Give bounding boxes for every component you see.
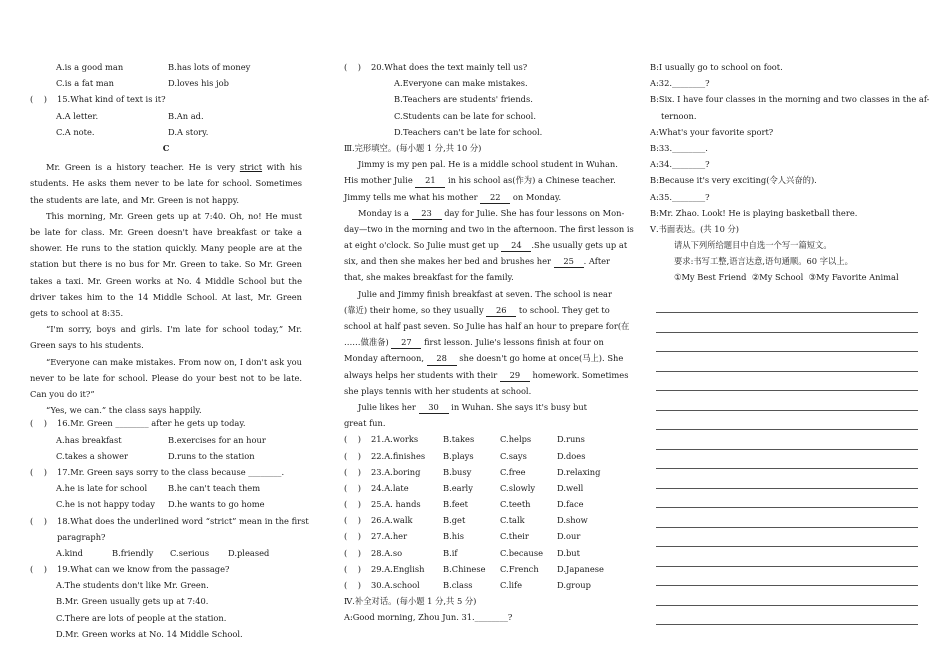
writing-line[interactable] bbox=[656, 332, 918, 333]
cloze-option-n: 26.A.walk bbox=[371, 515, 413, 526]
q15-option-b: B.An ad. bbox=[168, 110, 204, 121]
dialog-line: A:What's your favorite sport? bbox=[650, 126, 774, 137]
cloze-option-c: C.life bbox=[500, 580, 522, 590]
writing-line[interactable] bbox=[656, 371, 918, 372]
q20-option-d: D.Teachers can't be late for school. bbox=[394, 126, 543, 137]
cloze-option-c: C.slowly bbox=[500, 482, 536, 493]
cloze-option-b: B.get bbox=[443, 515, 466, 526]
question-text: 17.Mr. Green says sorry to the class because ________. bbox=[57, 466, 285, 477]
cloze-option-b: B.takes bbox=[443, 434, 475, 445]
writing-line[interactable] bbox=[656, 390, 918, 391]
q14-options-ab bbox=[30, 62, 302, 78]
writing-line[interactable] bbox=[656, 449, 918, 450]
writing-line[interactable] bbox=[656, 507, 918, 508]
cloze-option-b: B.plays bbox=[443, 450, 474, 461]
writing-line[interactable] bbox=[656, 546, 918, 547]
q20-option-b: B.Teachers are students' friends. bbox=[394, 94, 533, 105]
writing-line[interactable] bbox=[656, 488, 918, 489]
cloze-line bbox=[344, 175, 616, 191]
cloze-option-n: 24.A.late bbox=[371, 482, 409, 493]
cloze-text: she doesn't go home at once(马上). She bbox=[459, 353, 624, 364]
writing-instruction: 请从下列所给题目中自选一个写一篇短文。 bbox=[674, 240, 832, 251]
q17-options-cd bbox=[30, 499, 302, 515]
writing-line[interactable] bbox=[656, 605, 918, 606]
question-text: 16.Mr. Green ________ after he gets up today. bbox=[57, 418, 246, 429]
passage-paragraph-5: “Yes, we can.” the class says happily. bbox=[46, 405, 202, 416]
answer-paren[interactable]: ( ) bbox=[344, 482, 362, 493]
q19-stem bbox=[30, 564, 302, 580]
q19-option-d: D.Mr. Green works at No. 14 Middle School. bbox=[56, 628, 243, 639]
answer-paren[interactable]: ( ) bbox=[344, 450, 362, 461]
writing-line[interactable] bbox=[656, 312, 918, 313]
cloze-line bbox=[344, 192, 616, 208]
q16-options-cd bbox=[30, 451, 302, 467]
q16-option-d: D.runs to the station bbox=[168, 450, 255, 461]
q17-option-c: C.he is not happy today bbox=[56, 499, 155, 510]
cloze-option-b: B.class bbox=[443, 580, 473, 590]
q15-options-ab bbox=[30, 111, 302, 127]
cloze-option-d: D.relaxing bbox=[557, 466, 601, 477]
cloze-line bbox=[344, 402, 616, 418]
cloze-text: in Wuhan. She says it's busy but bbox=[451, 401, 588, 412]
cloze-option-d: D.but bbox=[557, 547, 580, 558]
cloze-text: on Monday. bbox=[512, 191, 562, 202]
q16-option-a: A.has breakfast bbox=[56, 434, 122, 445]
q18-option-d: D.pleased bbox=[228, 547, 270, 558]
cloze-line bbox=[344, 240, 628, 256]
cloze-option-c: C.says bbox=[500, 450, 527, 461]
dialog-line: B:Six. I have four classes in the morning and two classes in the af- bbox=[650, 94, 930, 105]
cloze-option-row bbox=[344, 531, 616, 547]
cloze-option-row bbox=[344, 451, 616, 467]
q18-stem-cont: paragraph? bbox=[57, 531, 106, 542]
cloze-line bbox=[344, 256, 616, 272]
answer-paren[interactable]: ( ) bbox=[30, 564, 48, 575]
q14-option-b: B.has lots of money bbox=[168, 62, 251, 72]
cloze-option-c: C.because bbox=[500, 547, 544, 558]
cloze-text: His mother Julie bbox=[344, 175, 413, 186]
cloze-text: always helps her students with their bbox=[344, 369, 498, 380]
cloze-option-b: B.busy bbox=[443, 466, 472, 477]
writing-line[interactable] bbox=[656, 410, 918, 411]
passage-paragraph-4: “Everyone can make mistakes. From now on, I don't ask you never to be late for school. Please do your best not to be late. Can you do it?” bbox=[30, 356, 302, 399]
q16-options-ab bbox=[30, 435, 302, 451]
cloze-option-c: C.helps bbox=[500, 434, 532, 445]
answer-paren[interactable]: ( ) bbox=[344, 531, 362, 542]
q15-option-a: A.A letter. bbox=[56, 110, 99, 121]
q16-option-b: B.exercises for an hour bbox=[168, 434, 266, 445]
q18-option-b: B.friendly bbox=[112, 547, 154, 558]
cloze-option-d: D.show bbox=[557, 515, 588, 526]
cloze-blank-26[interactable]: 26 bbox=[486, 305, 516, 317]
q17-options-ab bbox=[30, 483, 302, 499]
writing-topics: ①My Best Friend ②My School ③My Favorite Animal bbox=[674, 272, 899, 283]
q17-option-b: B.he can't teach them bbox=[168, 483, 261, 494]
cloze-line bbox=[344, 337, 616, 353]
cloze-line: school at half past seven. So Julie has half an hour to prepare for(在 bbox=[344, 321, 630, 331]
answer-paren[interactable]: ( ) bbox=[344, 563, 362, 574]
cloze-option-d: D.runs bbox=[557, 434, 585, 445]
writing-line[interactable] bbox=[656, 351, 918, 352]
cloze-option-n: 23.A.boring bbox=[371, 466, 421, 477]
answer-paren[interactable]: ( ) bbox=[344, 499, 362, 510]
q15-option-d: D.A story. bbox=[168, 126, 209, 137]
cloze-line: she plays tennis with her students at school. bbox=[344, 385, 532, 396]
cloze-blank-30[interactable]: 30 bbox=[419, 402, 449, 414]
cloze-text: at eight o'clock. So Julie must get up bbox=[344, 240, 499, 251]
dialog-line[interactable]: A:34.________? bbox=[650, 159, 710, 170]
q20-stem bbox=[344, 62, 616, 78]
q15-stem bbox=[30, 94, 302, 110]
q18-stem bbox=[30, 515, 309, 532]
answer-paren[interactable]: ( ) bbox=[344, 547, 362, 558]
cloze-option-b: B.feet bbox=[443, 499, 468, 510]
cloze-line: Julie and Jimmy finish breakfast at seven. The school is near bbox=[358, 288, 612, 299]
cloze-option-b: B.if bbox=[443, 547, 458, 558]
cloze-option-row bbox=[344, 515, 616, 531]
cloze-line: great fun. bbox=[344, 418, 386, 429]
cloze-text: Julie likes her bbox=[358, 401, 416, 412]
dialog-line: B:Because it's very exciting(令人兴奋的). bbox=[650, 175, 817, 186]
q16-option-c: C.takes a shower bbox=[56, 450, 128, 461]
cloze-blank-25[interactable]: 25 bbox=[554, 256, 584, 268]
cloze-option-row bbox=[344, 580, 616, 596]
section-4-title: Ⅳ.补全对话。(每小题 1 分,共 5 分) bbox=[344, 596, 477, 607]
cloze-line bbox=[344, 207, 625, 224]
passage-paragraph-2: This morning, Mr. Green gets up at 7:40. Oh, no! He must be late for class. Mr. Green doesn't have breakfast or take a shower. He runs to the station quickly. Many people are at the station but there is no bus for Mr. Green to take. So Mr. Green takes a taxi. Mr. Green works at No. 4 Middle School but the driver takes him to the 14 Middle School. At last, Mr. Green gets to school at 8:35. bbox=[30, 210, 302, 318]
q19-option-a: A.The students don't like Mr. Green. bbox=[56, 580, 209, 591]
cloze-option-n: 27.A.her bbox=[371, 531, 408, 542]
writing-line[interactable] bbox=[656, 566, 918, 567]
q20-option-c: C.Students can be late for school. bbox=[394, 110, 536, 121]
dialog-line: ternoon. bbox=[661, 110, 697, 121]
q14-option-a: A.is a good man bbox=[56, 62, 124, 72]
cloze-text: .She usually gets up at bbox=[531, 240, 628, 251]
question-text: 20.What does the text mainly tell us? bbox=[371, 62, 528, 72]
q14-option-d: D.loves his job bbox=[168, 78, 229, 89]
writing-requirements: 要求:书写工整,语言达意,语句通顺。60 字以上。 bbox=[674, 256, 853, 267]
cloze-text: (靠近) their home, so they usually bbox=[344, 304, 484, 315]
cloze-blank-21[interactable]: 21 bbox=[415, 175, 445, 187]
cloze-text: ……做准备) bbox=[344, 337, 389, 348]
q18-option-a: A.kind bbox=[56, 547, 83, 558]
cloze-blank-28[interactable]: 28 bbox=[427, 353, 457, 365]
q17-option-a: A.he is late for school bbox=[56, 483, 148, 494]
writing-line[interactable] bbox=[656, 468, 918, 469]
dialog-line[interactable]: A:32.________? bbox=[650, 78, 710, 89]
cloze-line: Jimmy is my pen pal. He is a middle school student in Wuhan. bbox=[358, 159, 618, 170]
question-text: 15.What kind of text is it? bbox=[57, 94, 166, 105]
answer-paren[interactable]: ( ) bbox=[30, 515, 48, 526]
cloze-line bbox=[344, 305, 616, 321]
column-right bbox=[650, 62, 930, 289]
cloze-blank-24[interactable]: 24 bbox=[501, 240, 531, 252]
cloze-text: Monday afternoon, bbox=[344, 353, 424, 364]
cloze-text: homework. Sometimes bbox=[532, 369, 629, 380]
answer-paren[interactable]: ( ) bbox=[30, 418, 48, 429]
dialog-line: B:I usually go to school on foot. bbox=[650, 62, 783, 72]
cloze-blank-27[interactable]: 27 bbox=[391, 337, 421, 349]
q17-option-d: D.he wants to go home bbox=[168, 499, 265, 510]
answer-paren[interactable]: ( ) bbox=[30, 466, 48, 477]
cloze-option-d: D.face bbox=[557, 499, 584, 510]
cloze-line bbox=[344, 353, 624, 369]
cloze-text: first lesson. Julie's lessons finish at four on bbox=[424, 337, 604, 348]
cloze-text: Monday is a bbox=[358, 207, 409, 218]
cloze-text: six, and then she makes her bed and brushes her bbox=[344, 256, 551, 267]
section-c-heading: C bbox=[162, 142, 170, 153]
section-3-title: Ⅲ.完形填空。(每小题 1 分,共 10 分) bbox=[344, 142, 482, 153]
section-5-title: Ⅴ.书面表达。(共 10 分) bbox=[650, 223, 740, 234]
answer-paren[interactable]: ( ) bbox=[344, 515, 362, 526]
cloze-option-row bbox=[344, 499, 616, 515]
q16-stem bbox=[30, 418, 302, 434]
q18-options bbox=[30, 548, 302, 564]
question-text: 18.What does the underlined word “strict” mean in the first bbox=[57, 515, 309, 526]
q19-option-c: C.There are lots of people at the station. bbox=[56, 612, 227, 623]
q15-option-c: C.A note. bbox=[56, 126, 95, 137]
cloze-option-n: 29.A.English bbox=[371, 563, 425, 574]
cloze-line: that, she makes breakfast for the family. bbox=[344, 272, 514, 283]
cloze-option-n: 25.A. hands bbox=[371, 499, 421, 510]
answer-paren[interactable]: ( ) bbox=[344, 434, 362, 445]
q20-option-a: A.Everyone can make mistakes. bbox=[394, 78, 528, 89]
cloze-option-row bbox=[344, 564, 616, 580]
answer-paren[interactable]: ( ) bbox=[344, 62, 362, 72]
dialog-line: A:Good morning, Zhou Jun. 31.________? bbox=[344, 612, 513, 623]
cloze-text: in his school as(作为) a Chinese teacher. bbox=[448, 175, 616, 186]
q14-option-c: C.is a fat man bbox=[56, 78, 114, 89]
question-text: 19.What can we know from the passage? bbox=[57, 564, 230, 575]
q15-options-cd bbox=[30, 127, 302, 143]
cloze-option-c: C.teeth bbox=[500, 499, 531, 510]
cloze-option-n: 22.A.finishes bbox=[371, 450, 426, 461]
cloze-option-row bbox=[344, 434, 616, 450]
cloze-option-n: 21.A.works bbox=[371, 434, 419, 445]
dialog-line[interactable]: A:35.________? bbox=[650, 191, 710, 202]
column-left bbox=[30, 62, 309, 645]
answer-paren[interactable]: ( ) bbox=[344, 580, 362, 590]
column-middle bbox=[344, 62, 634, 629]
writing-line[interactable] bbox=[656, 527, 918, 528]
cloze-text: day for Julie. She has four lessons on Mon- bbox=[444, 207, 625, 218]
cloze-option-d: D.group bbox=[557, 580, 591, 590]
cloze-option-c: C.talk bbox=[500, 515, 525, 526]
cloze-option-d: D.does bbox=[557, 450, 586, 461]
passage-paragraph-1: Mr. Green is a history teacher. He is very strict with his students. He asks them never to be late for school. Sometimes the students are late, and Mr. Green is not happy. bbox=[30, 162, 303, 205]
cloze-text: . After bbox=[583, 256, 611, 267]
writing-area[interactable] bbox=[650, 312, 918, 644]
answer-paren[interactable]: ( ) bbox=[30, 94, 48, 105]
writing-line[interactable] bbox=[656, 624, 918, 625]
cloze-text: to school. They get to bbox=[518, 304, 610, 315]
cloze-option-c: C.their bbox=[500, 531, 529, 542]
q19-option-b: B.Mr. Green usually gets up at 7:40. bbox=[56, 596, 209, 607]
cloze-option-c: C.French bbox=[500, 563, 539, 574]
cloze-option-n: 28.A.so bbox=[371, 547, 403, 558]
dialog-line: B:Mr. Zhao. Look! He is playing basketball there. bbox=[650, 207, 858, 218]
cloze-option-row bbox=[344, 483, 616, 499]
cloze-option-b: B.early bbox=[443, 482, 473, 493]
cloze-line bbox=[344, 369, 629, 386]
q17-stem bbox=[30, 467, 302, 483]
cloze-option-d: D.well bbox=[557, 482, 584, 493]
cloze-option-b: B.Chinese bbox=[443, 563, 486, 574]
answer-paren[interactable]: ( ) bbox=[344, 466, 362, 477]
dialog-line[interactable]: B:33.________. bbox=[650, 142, 708, 153]
cloze-blank-29[interactable]: 29 bbox=[500, 370, 530, 382]
cloze-option-row bbox=[344, 548, 616, 564]
cloze-option-c: C.free bbox=[500, 466, 526, 477]
q14-options-cd bbox=[30, 78, 302, 94]
q18-option-c: C.serious bbox=[170, 547, 210, 558]
cloze-options-list bbox=[344, 434, 616, 596]
cloze-line: day—two in the morning and two in the afternoon. The first lesson is bbox=[344, 223, 634, 234]
cloze-option-b: B.his bbox=[443, 531, 464, 542]
cloze-option-d: D.our bbox=[557, 531, 581, 542]
cloze-text: Jimmy tells me what his mother bbox=[344, 191, 478, 202]
cloze-option-row bbox=[344, 467, 616, 483]
cloze-blank-22[interactable]: 22 bbox=[480, 192, 510, 204]
writing-line[interactable] bbox=[656, 585, 918, 586]
passage-paragraph-3: “I'm sorry, boys and girls. I'm late for school today,” Mr. Green says to his students. bbox=[30, 324, 302, 351]
writing-line[interactable] bbox=[656, 429, 918, 430]
cloze-option-n: 30.A.school bbox=[371, 580, 420, 590]
cloze-blank-23[interactable]: 23 bbox=[412, 208, 442, 220]
cloze-option-d: D.Japanese bbox=[557, 563, 604, 574]
